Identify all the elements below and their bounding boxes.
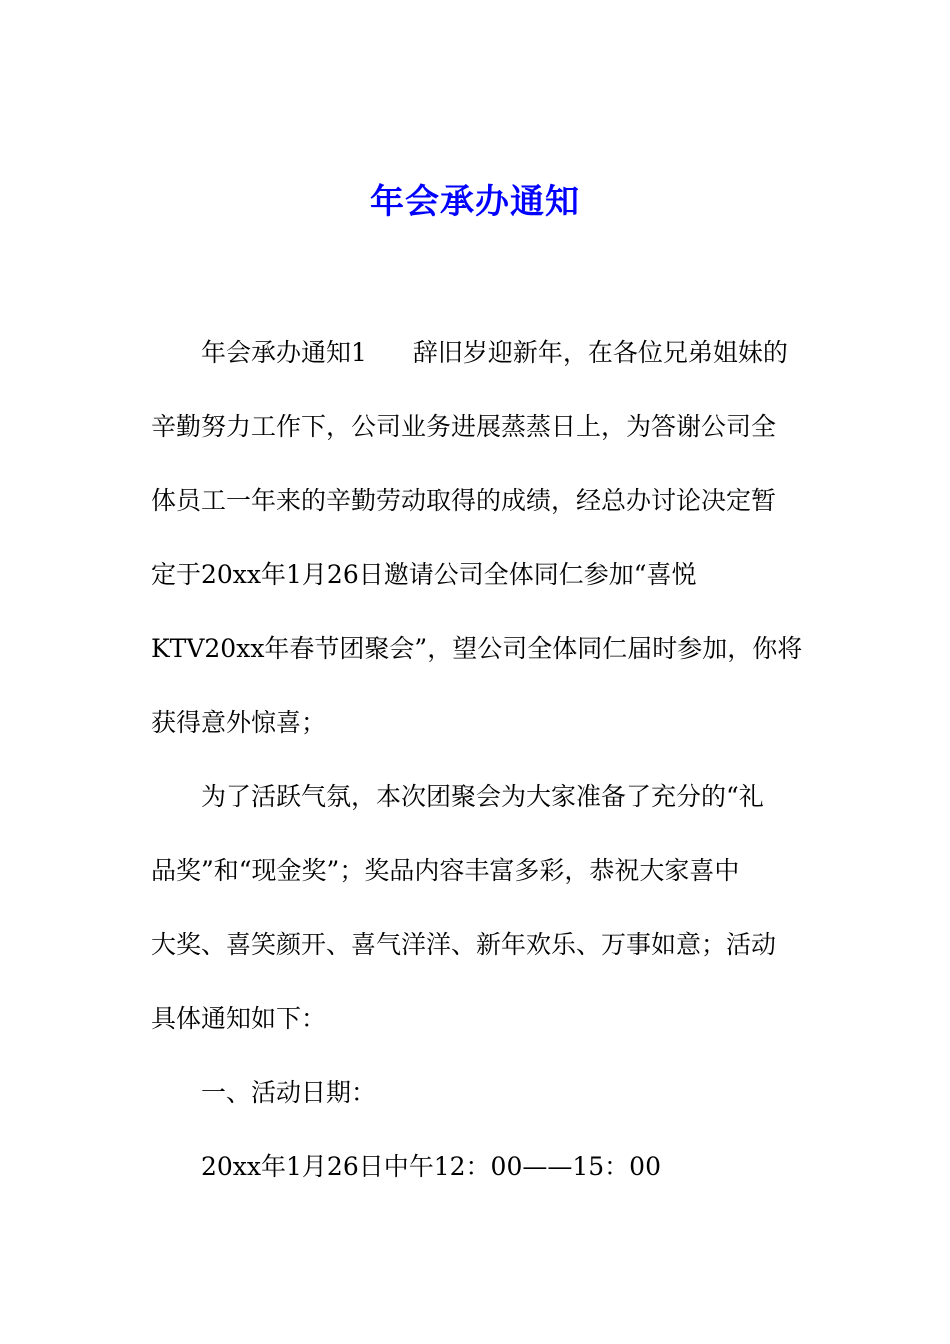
paragraph-2-line-1: 为了活跃气氛，本次团聚会为大家准备了充分的“礼 bbox=[201, 782, 764, 811]
document-title: 年会承办通知 bbox=[370, 182, 580, 222]
paragraph-2-line-2: 品奖”和“现金奖”；奖品内容丰富多彩，恭祝大家喜中 bbox=[151, 856, 740, 885]
paragraph-1-line-4: 定于20xx年1月26日邀请公司全体同仁参加“喜悦 bbox=[151, 560, 697, 589]
paragraph-2-line-3: 大奖、喜笑颜开、喜气洋洋、新年欢乐、万事如意；活动 bbox=[151, 930, 777, 959]
paragraph-1-line-5: KTV20xx年春节团聚会”，望公司全体同仁届时参加，你将 bbox=[151, 634, 803, 663]
section-heading-activity-date: 一、活动日期： bbox=[201, 1078, 377, 1107]
paragraph-1-line-3: 体员工一年来的辛勤劳动取得的成绩，经总办讨论决定暂 bbox=[151, 486, 777, 515]
paragraph-1-line-6: 获得意外惊喜； bbox=[151, 708, 327, 737]
activity-date-value: 20xx年1月26日中午12：00——15：00 bbox=[201, 1152, 661, 1181]
paragraph-1-line-2: 辛勤努力工作下，公司业务进展蒸蒸日上，为答谢公司全 bbox=[151, 412, 777, 441]
paragraph-1-line-1 bbox=[151, 316, 811, 390]
paragraph-2-line-4: 具体通知如下： bbox=[151, 1004, 327, 1033]
paragraph-1-text: 辞旧岁迎新年，在各位兄弟姐妹的 bbox=[412, 338, 788, 367]
notice-heading-inline: 年会承办通知1 bbox=[201, 338, 367, 367]
document-body bbox=[151, 316, 811, 1204]
